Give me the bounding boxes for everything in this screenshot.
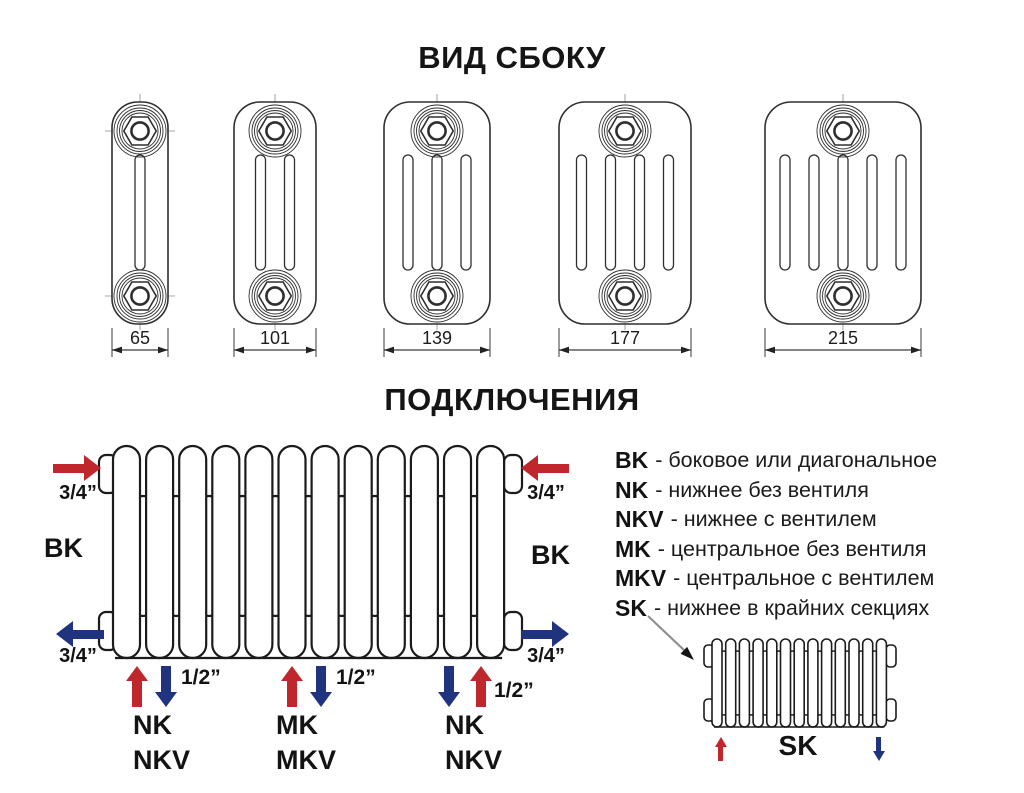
return-arrow-down — [155, 666, 177, 707]
legend-abbr: NK — [615, 476, 649, 503]
legend — [615, 446, 937, 623]
bk-label-left: BK — [44, 533, 83, 563]
radiator-side-view-177 — [523, 94, 727, 362]
arrow-shaft — [476, 681, 486, 707]
pipe-size-bottom-right: 3/4” — [527, 645, 565, 667]
supply-arrow-up — [281, 666, 303, 707]
pipe-size-bottom-left: 3/4” — [59, 645, 97, 667]
legend-desc: - центральное без вентиля — [657, 536, 927, 561]
arrow-head — [56, 621, 73, 647]
arrow-shaft — [287, 681, 297, 707]
legend-abbr: MK — [615, 535, 651, 562]
arrow-shaft — [444, 666, 454, 692]
connection-label: NK — [445, 710, 484, 740]
return-arrow-down — [310, 666, 332, 707]
legend-abbr: SK — [615, 594, 647, 621]
legend-row-nk — [615, 476, 937, 506]
legend-row-bk — [615, 446, 937, 476]
connection-label: MKV — [276, 745, 336, 775]
arrow-shaft — [538, 464, 569, 473]
connections-title: ПОДКЛЮЧЕНИЯ — [384, 382, 640, 417]
sk-label: SK — [778, 730, 818, 761]
legend-desc: - нижнее в крайних секциях — [653, 595, 930, 620]
radiator-drawing — [523, 94, 727, 362]
legend-desc: - центральное с вентилем — [673, 566, 935, 591]
connection-labels-3 — [445, 708, 502, 778]
arrow-head — [281, 666, 303, 681]
legend-abbr: MKV — [615, 565, 667, 592]
arrow-head — [521, 455, 538, 481]
legend-abbr: BK — [615, 447, 649, 474]
width-dimension-label: 215 — [827, 328, 859, 348]
sk-supply-arrow-up — [714, 737, 727, 761]
arrow-head — [715, 737, 727, 747]
arrow-head — [155, 692, 177, 707]
arrow-head — [873, 751, 885, 761]
connection-label: MK — [276, 710, 318, 740]
width-dimension-label: 65 — [129, 328, 151, 348]
arrow-head — [470, 666, 492, 681]
arrow-head — [438, 692, 460, 707]
radiator-side-view-101 — [198, 94, 352, 362]
return-arrow-down — [438, 666, 460, 707]
arrow-head — [310, 692, 332, 707]
radiator-drawing — [76, 94, 204, 362]
arrow-head — [84, 455, 101, 481]
radiator-side-view-65 — [76, 94, 204, 362]
arrow-shaft — [73, 630, 104, 639]
width-dimension-label: 177 — [609, 328, 641, 348]
arrow-shaft — [718, 747, 723, 761]
supply-arrow-top-left — [53, 455, 101, 481]
legend-row-mkv — [615, 564, 937, 594]
arrow-shaft — [53, 464, 84, 473]
width-dimension-label: 139 — [421, 328, 453, 348]
radiator-drawing — [198, 94, 352, 362]
return-arrow-bottom-right — [521, 621, 569, 647]
radiator-drawing — [348, 94, 526, 362]
legend-abbr: NKV — [615, 506, 664, 533]
sk-pointer-arrow — [638, 610, 708, 672]
pipe-size-top-right: 3/4” — [527, 482, 565, 504]
return-arrow-bottom-left — [56, 621, 104, 647]
legend-desc: - нижнее с вентилем — [670, 507, 877, 532]
radiator-front-view — [95, 440, 530, 665]
pipe-size-top-left: 3/4” — [59, 482, 97, 504]
connection-label: NK — [133, 710, 172, 740]
sk-return-arrow-down — [872, 737, 885, 761]
pipe-size-bottom-2: 1/2” — [336, 666, 376, 689]
arrow-shaft — [521, 630, 552, 639]
arrow-shaft — [876, 737, 881, 751]
pipe-size-bottom-1: 1/2” — [181, 666, 221, 689]
bk-label-right: BK — [531, 540, 570, 570]
connection-label: NKV — [133, 745, 191, 775]
side-view-title: ВИД СБОКУ — [418, 40, 606, 75]
supply-arrow-up — [470, 666, 492, 707]
connection-labels-2 — [276, 708, 336, 778]
connection-label: NKV — [445, 745, 503, 775]
supply-arrow-top-right — [521, 455, 569, 481]
radiator-drawing — [729, 94, 957, 362]
legend-desc: - нижнее без вентиля — [655, 477, 869, 502]
arrow-shaft — [132, 681, 142, 707]
arrow-head — [126, 666, 148, 681]
radiator-side-view-215 — [729, 94, 957, 362]
legend-row-mk — [615, 535, 937, 565]
legend-row-nkv — [615, 505, 937, 535]
pipe-size-bottom-3: 1/2” — [494, 679, 534, 702]
sk-radiator-front-view — [702, 633, 898, 733]
supply-arrow-up — [126, 666, 148, 707]
legend-desc: - боковое или диагональное — [655, 448, 938, 473]
arrow-shaft — [316, 666, 326, 692]
arrow-head — [552, 621, 569, 647]
connection-labels-1 — [133, 708, 190, 778]
width-dimension-label: 101 — [259, 328, 291, 348]
radiator-side-view-139 — [348, 94, 526, 362]
arrow-shaft — [161, 666, 171, 692]
